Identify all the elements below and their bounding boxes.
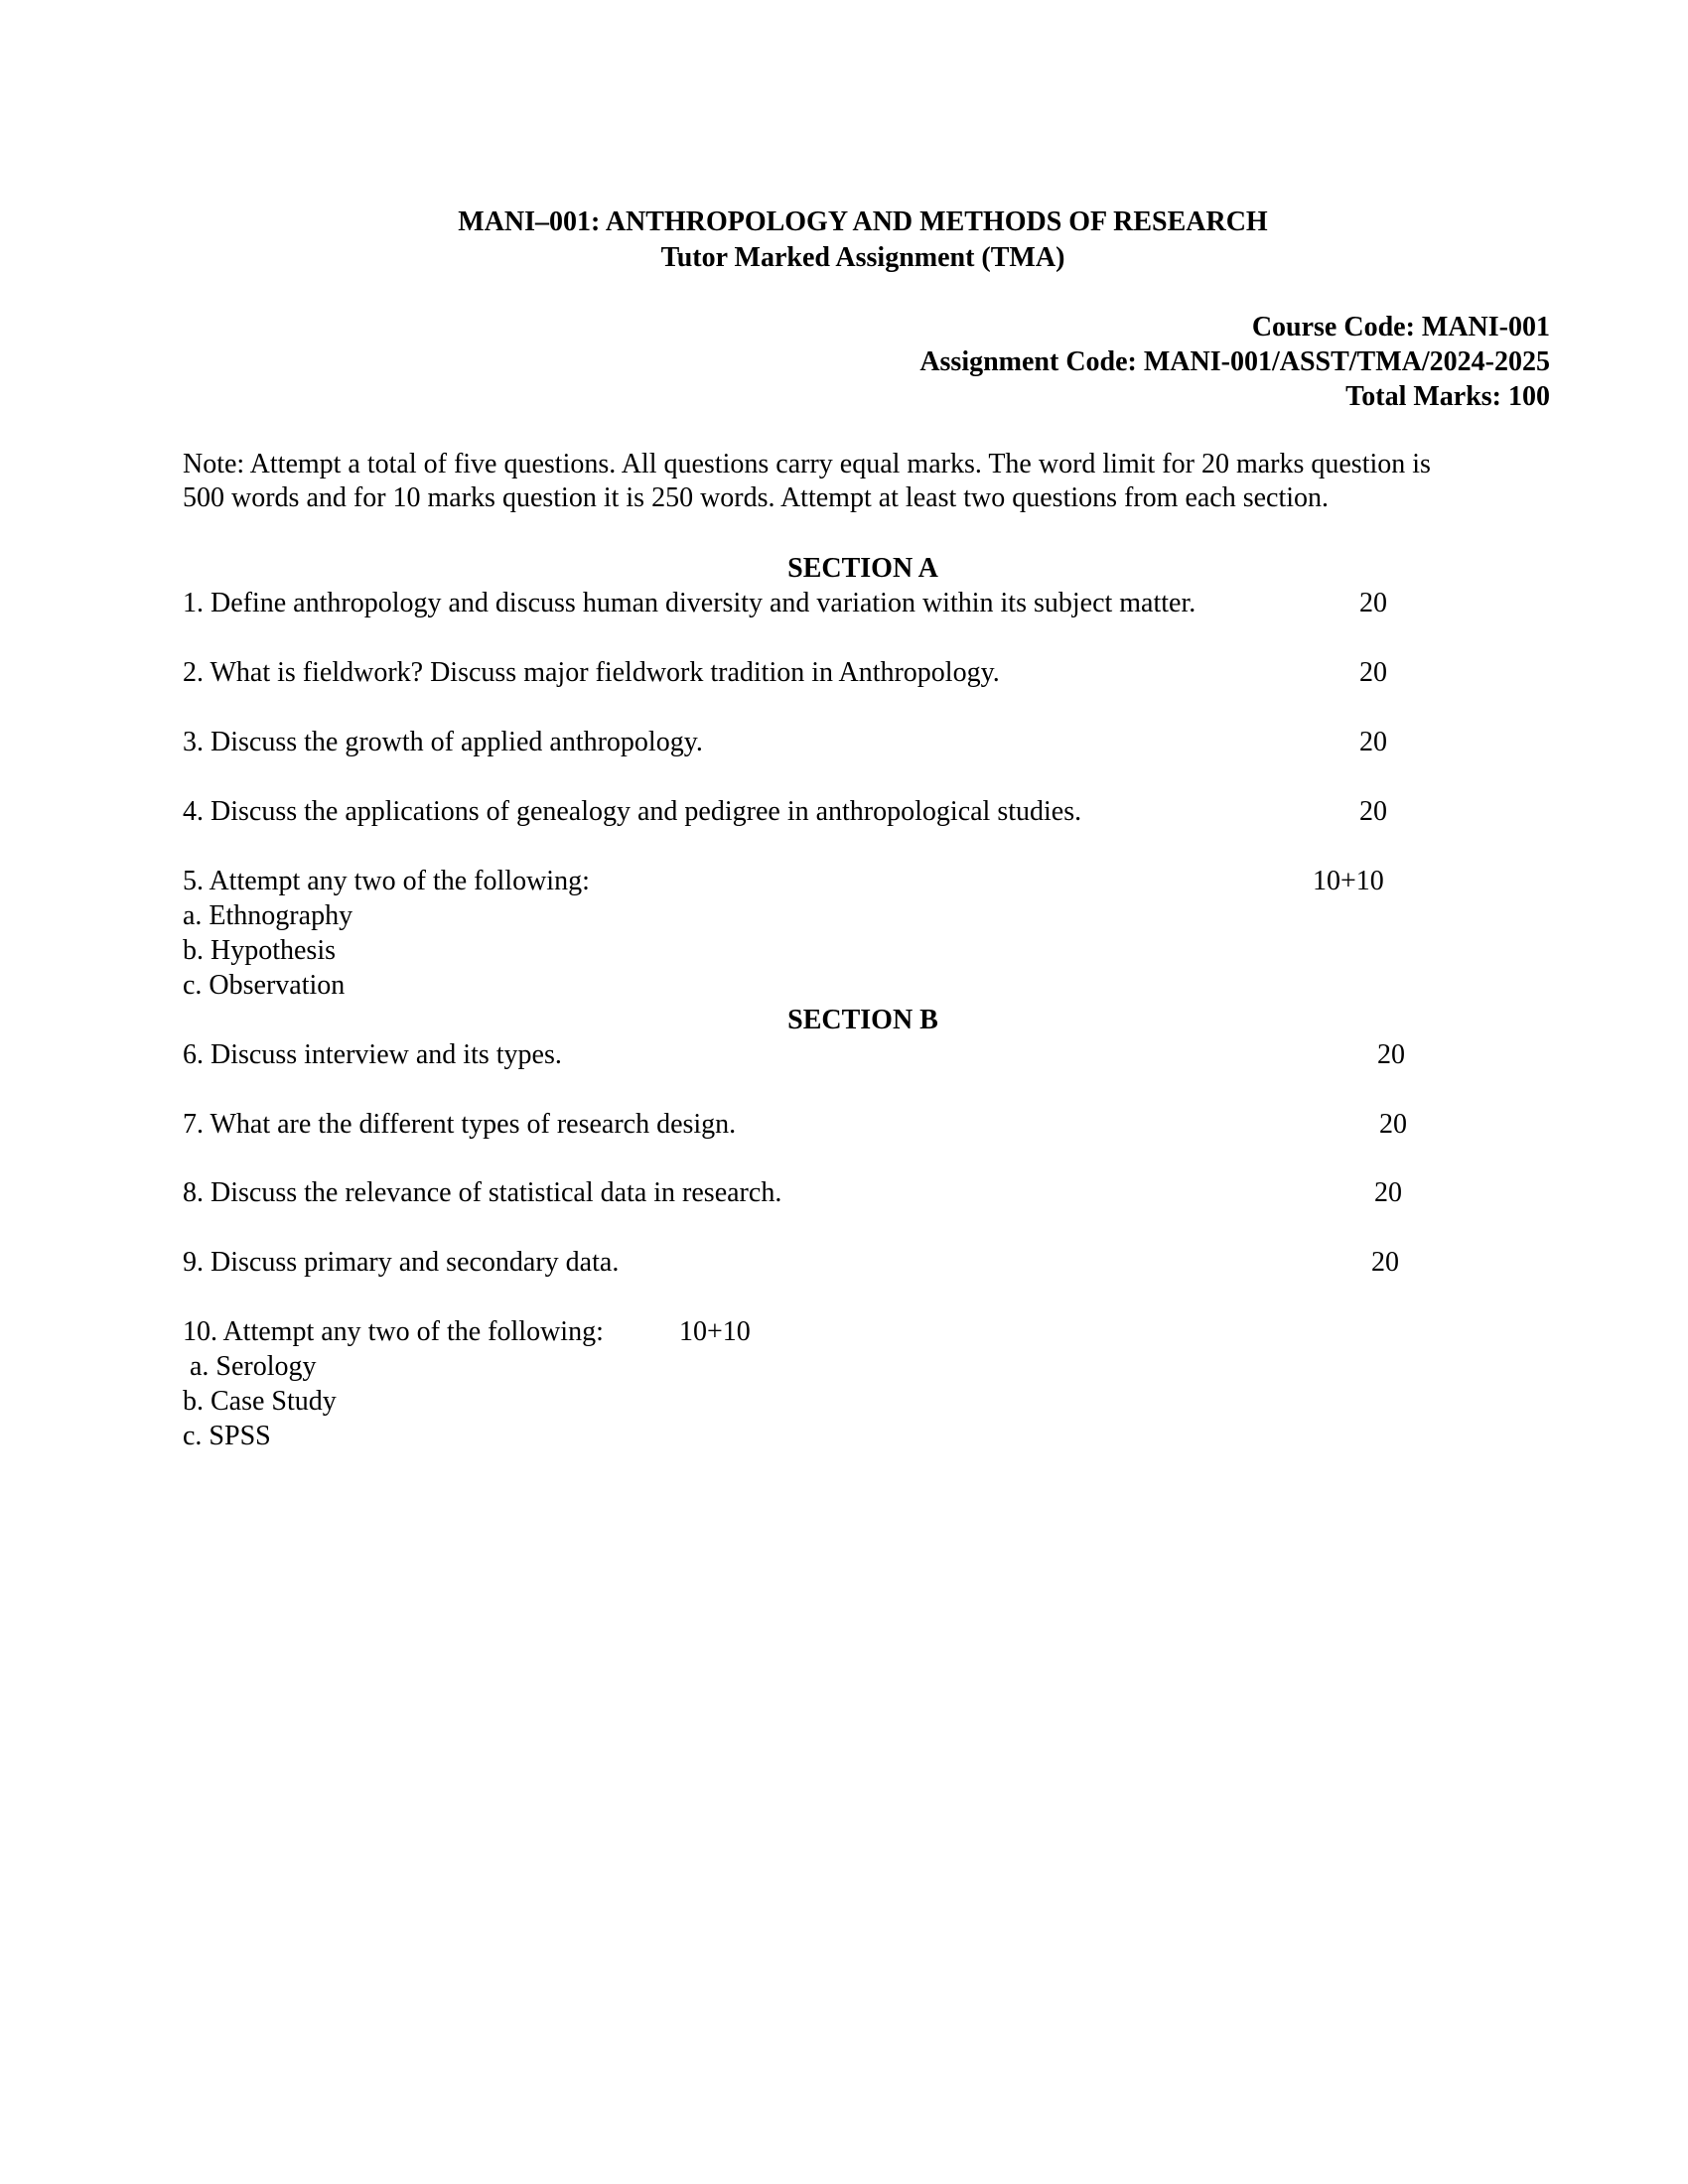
question-5-option-c: c. Observation — [183, 970, 346, 1001]
document-subtitle: Tutor Marked Assignment (TMA) — [660, 242, 1065, 273]
question-10-text: 10. Attempt any two of the following: — [183, 1316, 604, 1347]
question-6-marks: 20 — [1377, 1039, 1405, 1070]
question-4-text: 4. Discuss the applications of genealogy and pedigree in anthropological studies. — [183, 796, 1082, 827]
question-10-option-b: b. Case Study — [183, 1386, 337, 1417]
question-7-text: 7. What are the different types of research design. — [183, 1109, 737, 1140]
question-9-text: 9. Discuss primary and secondary data. — [183, 1247, 620, 1278]
section-a-heading: SECTION A — [787, 553, 938, 584]
question-6-text: 6. Discuss interview and its types. — [183, 1039, 562, 1070]
question-1-marks: 20 — [1359, 588, 1387, 618]
question-5-option-a: a. Ethnography — [183, 900, 353, 931]
question-10-option-a: a. Serology — [183, 1351, 317, 1382]
question-5-text: 5. Attempt any two of the following: — [183, 866, 590, 896]
instructions-note — [183, 448, 1543, 515]
question-2-text: 2. What is fieldwork? Discuss major fieldwork tradition in Anthropology. — [183, 657, 1000, 688]
question-9-marks: 20 — [1371, 1247, 1399, 1278]
question-10-marks: 10+10 — [679, 1316, 751, 1347]
question-10-option-c: c. SPSS — [183, 1421, 271, 1451]
question-5-marks: 10+10 — [1313, 866, 1384, 896]
course-code: Course Code: MANI-001 — [1251, 312, 1550, 342]
question-1-text: 1. Define anthropology and discuss human diversity and variation within its subject matter. — [183, 588, 1196, 618]
question-5-option-b: b. Hypothesis — [183, 935, 336, 966]
question-8-marks: 20 — [1374, 1177, 1402, 1208]
question-3-text: 3. Discuss the growth of applied anthropology. — [183, 727, 703, 757]
question-7-marks: 20 — [1379, 1109, 1407, 1140]
total-marks: Total Marks: 100 — [1345, 381, 1550, 412]
question-8-text: 8. Discuss the relevance of statistical data in research. — [183, 1177, 782, 1208]
question-4-marks: 20 — [1359, 796, 1387, 827]
document-title: MANI–001: ANTHROPOLOGY AND METHODS OF RESEARCH — [458, 206, 1268, 237]
question-3-marks: 20 — [1359, 727, 1387, 757]
question-2-marks: 20 — [1359, 657, 1387, 688]
note-line-2: 500 words and for 10 marks question it is 250 words. Attempt at least two questions from each section. — [183, 482, 1330, 513]
section-b-heading: SECTION B — [787, 1005, 938, 1035]
note-line-1: Note: Attempt a total of five questions. All questions carry equal marks. The word limit for 20 marks question is — [183, 449, 1431, 479]
assignment-code: Assignment Code: MANI-001/ASST/TMA/2024-2025 — [919, 346, 1550, 377]
